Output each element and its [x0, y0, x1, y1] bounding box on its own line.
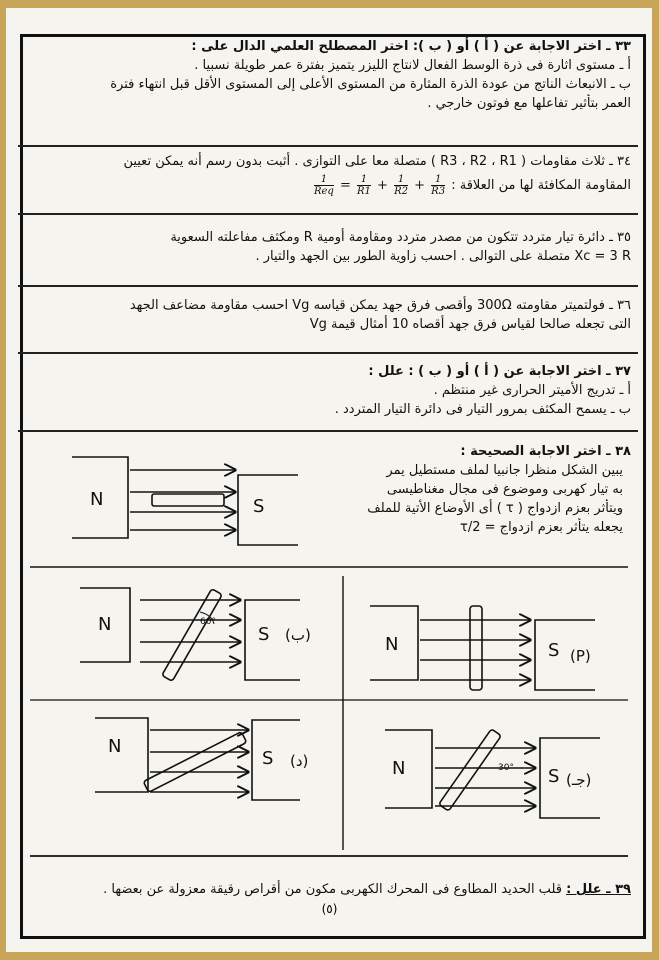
- q35-line1: ٣٥ ـ دائرة تيار متردد تتكون من مصدر متردد ومقاومة أومية R ومكثف مفاعلته السعوية: [170, 230, 631, 245]
- q38-heading: ٣٨ ـ اختر الاجابة الصحيحة :: [460, 444, 631, 459]
- option-c-label: (جـ): [566, 771, 592, 789]
- q38-line2: به تيار كهربى وموضوع فى مجال مغناطيسى: [386, 482, 623, 497]
- frac-r3: $\frac{1}{R3}$: [431, 174, 446, 197]
- q36-line2: التى تجعله صالحا لقياس فرق جهد أقصاه 10 أمثال قيمة Vg: [309, 317, 631, 332]
- north-pole-shape: [95, 718, 148, 792]
- pole-s: S: [548, 640, 560, 661]
- q36-line1: ٣٦ ـ فولتميتر مقاومته 300Ω وأقصى فرق جهد يمكن قياسه Vg احسب مقاومة مضاعف الجهد: [129, 298, 631, 313]
- question-39: [18, 880, 659, 899]
- coil-side-view: [152, 494, 224, 506]
- frac-r1: $\frac{1}{R1}$: [357, 174, 371, 197]
- angle-30-label: 30°: [498, 763, 514, 773]
- pole-s: S: [253, 496, 265, 517]
- page-number: (٥): [321, 902, 338, 916]
- q33-option-b-line1: ب ـ الانبعاث الناتج من عودة الذرة المثارة من المستوى الأعلى إلى المستوى الأقل قبل انتهاء فترة: [110, 77, 631, 92]
- pole-n: N: [90, 489, 104, 510]
- option-d-label: (د): [290, 752, 309, 770]
- option-p-label: (P): [570, 647, 591, 665]
- angle-60-label: 60°: [200, 617, 216, 627]
- q38-line4: يجعله يتأثر بعزم ازدواج = τ/2: [460, 520, 623, 535]
- q34-equation: 1 Req = $\frac{1}{R1}$ + $\frac{1}{R2}$ + $\frac{1}{R3}$: [313, 174, 446, 197]
- q33-option-a: أ ـ مستوى اثارة فى ذرة الوسط الفعال لانتاج الليزر يتميز بفترة عمر طويلة نسبيا .: [194, 58, 631, 73]
- south-pole-shape: [238, 475, 298, 545]
- pole-s: S: [548, 766, 560, 787]
- q33-heading: ٣٣ ـ اختر الاجابة عن ( أ ) أو ( ب ): اختر المصطلح العلمي الدال على :: [191, 39, 631, 54]
- pole-s: S: [258, 624, 270, 645]
- pole-n: N: [108, 736, 122, 757]
- pole-n: N: [392, 758, 406, 779]
- coil-tilted: [143, 732, 246, 793]
- coil-rotated-30: [439, 729, 502, 811]
- option-p-figure: [370, 606, 595, 690]
- q39-line: [18, 880, 659, 899]
- q39-label: ٣٩ ـ علل :: [566, 882, 631, 897]
- frac-req: 1 Req: [313, 174, 334, 197]
- q37-option-b: ب ـ يسمح المكثف بمرور التيار فى دائرة التيار المتردد .: [334, 402, 631, 417]
- pole-s: S: [262, 748, 274, 769]
- q34-line1: ٣٤ ـ ثلاث مقاومات ( R3 ، R2 ، R1 ) متصلة معا على التوازى . أثبت بدون رسم أنه يمكن تعيين: [123, 154, 631, 169]
- coil-vertical: [470, 606, 482, 690]
- q39-text: قلب الحديد المطاوع فى المحرك الكهربى مكون من أقراص رقيقة معزولة عن بعضها .: [103, 882, 562, 897]
- q37-option-a: أ ـ تدريج الأميتر الحرارى غير منتظم .: [433, 383, 631, 398]
- q38-line3: ويتأثر بعزم ازدواج ( τ ) أى الأوضاع الأتية للملف: [367, 501, 623, 516]
- frac-r2: $\frac{1}{R2}$: [394, 174, 408, 197]
- q33-option-b-line2: العمر بتأثير تفاعلها مع فوتون خارجي .: [427, 96, 631, 111]
- option-b-label: (ب): [285, 626, 311, 644]
- q35-line2: Xc = 3 R متصلة على التوالى . احسب زاوية الطور بين الجهد والتيار .: [255, 249, 631, 264]
- coil-rotated-60: [162, 589, 222, 682]
- q37-heading: ٣٧ ـ اختر الاجابة عن ( أ ) أو ( ب ) : علل :: [368, 364, 631, 379]
- q34-line2-text: المقاومة المكافئة لها من العلاقة :: [451, 178, 631, 193]
- pole-n: N: [98, 614, 112, 635]
- q38-line1: يبين الشكل منظرا جانبيا لملف مستطيل يمر: [386, 463, 623, 478]
- pole-n: N: [385, 634, 399, 655]
